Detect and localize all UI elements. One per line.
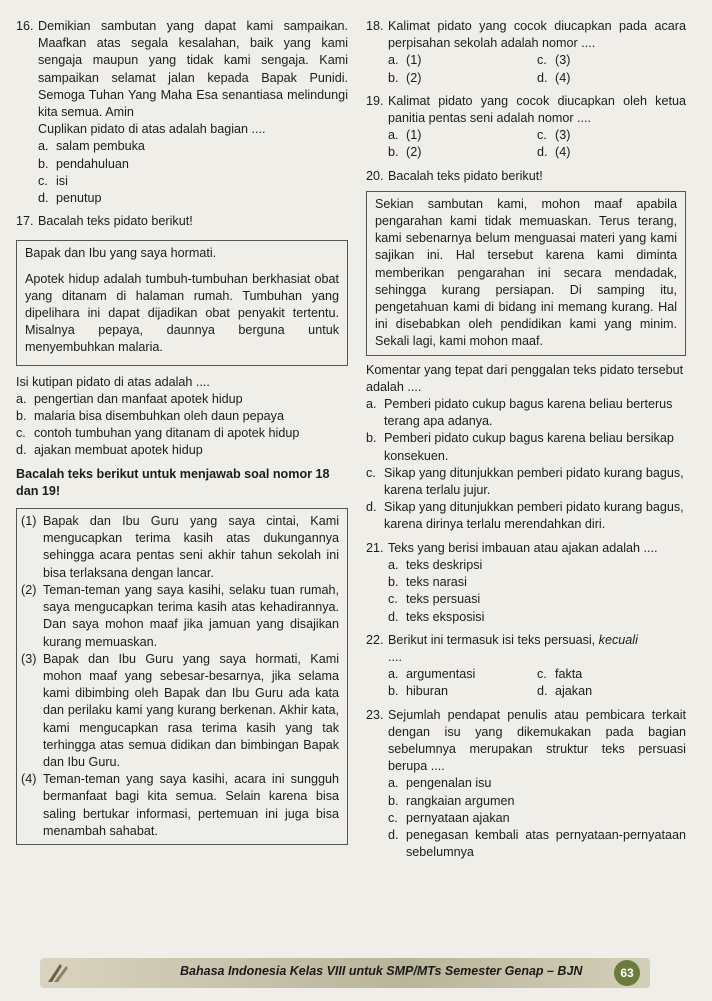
option-c[interactable]: c. isi — [38, 173, 68, 188]
option-d[interactable]: d. teks eksposisi — [388, 609, 485, 624]
option-a[interactable]: a. (1) — [388, 53, 422, 68]
option-c[interactable]: c. (3) — [537, 53, 571, 68]
option-a[interactable]: a. Pemberi pidato cukup bagus karena beliau berterus terang apa adanya. — [366, 397, 673, 429]
passage-item: (1) Bapak dan Ibu Guru yang saya cintai, Kami mengucapkan terima kasih atas dukungannya sehingga acara pentas seni akhir tahun sekolah ini bisa terlaksana dengan lancar. — [21, 514, 339, 580]
right-column — [366, 18, 686, 861]
passage-box — [16, 508, 348, 845]
option-b[interactable]: b. (2) — [388, 70, 422, 85]
question-text: Bacalah teks pidato berikut! — [38, 214, 193, 229]
passage-item: (4) Teman-teman yang saya kasihi, acara ini sungguh bermanfaat bagi kita semua. Selain karena bisa saling bertukar informasi, pertemuan ini juga bisa menambah sahabat. — [21, 772, 339, 838]
option-a[interactable]: a. pengenalan isu — [388, 776, 492, 791]
left-column — [16, 18, 348, 851]
option-a[interactable]: a. argumentasi — [388, 667, 476, 682]
question-prompt: Komentar yang tepat dari penggalan teks pidato tersebut adalah .... — [366, 362, 684, 394]
question-prompt: Isi kutipan pidato di atas adalah .... — [16, 374, 210, 389]
option-a[interactable]: a. teks deskripsi — [388, 557, 483, 572]
option-c[interactable]: c. contoh tumbuhan yang ditanam di apotek hidup — [16, 426, 300, 441]
question-prompt: Cuplikan pidato di atas adalah bagian .... — [38, 122, 266, 137]
question-number: 22. — [366, 632, 384, 647]
option-b[interactable]: b. (2) — [388, 145, 422, 160]
option-d[interactable]: d. (4) — [537, 70, 571, 85]
question-number: 16. — [16, 19, 34, 33]
question-text: Bacalah teks pidato berikut! — [388, 168, 543, 183]
question-text: Kalimat pidato yang cocok diucapkan pada acara perpisahan sekolah adalah nomor .... — [388, 19, 686, 51]
option-c[interactable]: c. teks persuasi — [388, 592, 481, 607]
book-decoration-icon — [46, 962, 76, 984]
question-text: Kalimat pidato yang cocok diucapkan oleh ketua panitia pentas seni adalah nomor .... — [388, 93, 686, 126]
option-b[interactable]: b. malaria bisa disembuhkan oleh daun pepaya — [16, 409, 284, 424]
question-18 — [366, 18, 686, 87]
option-b[interactable]: b. teks narasi — [388, 575, 467, 590]
question-19 — [366, 93, 686, 162]
question-17 — [16, 213, 348, 230]
option-d[interactable]: d. penegasan kembali atas pernyataan-pernyataan sebelumnya — [388, 827, 686, 860]
excerpt-body: Apotek hidup adalah tumbuh-tumbuhan berkhasiat obat yang ditanam di halaman rumah. Tumbuhan yang dipelihara ini dapat dijadikan obat penyakit tertentu. Misalnya pepaya, daunnya berguna untuk menyembuhkan malaria. — [25, 271, 339, 355]
option-d[interactable]: d. penutup — [38, 191, 102, 206]
question-text: Sejumlah pendapat penulis atau pembicara terkait dengan isu yang dikemukakan pada bagian sebelumnya merupakan struktur teks persuasi berupa .... — [388, 707, 686, 774]
question-text: Berikut ini termasuk isi teks persuasi, kecuali .... — [388, 632, 638, 664]
question-number: 21. — [366, 540, 384, 555]
speech-excerpt-box: Sekian sambutan kami, mohon maaf apabila pengarahan kami tidak memuaskan. Terus terang, kami sebenarnya belum menguasai materi yang kami sajikan ini. Hal tersebut karena kami diminta memberikan pengarahan ini secara mendadak, sehingga kurang persiapan. Di samping itu, pengetahuan kami di bidang ini memang kurang. Hal ini disebabkan oleh pendidikan kami yang minim. Sekali lagi, kami mohon maaf. — [366, 191, 686, 356]
option-a[interactable]: a. (1) — [388, 128, 422, 143]
option-b[interactable]: b. rangkaian argumen — [388, 793, 515, 808]
page-number: 63 — [614, 960, 640, 986]
question-number: 18. — [366, 19, 384, 33]
option-d[interactable]: d. (4) — [537, 145, 571, 160]
question-number: 19. — [366, 93, 384, 108]
question-text: Demikian sambutan yang dapat kami sampaikan. Maafkan atas segala kesalahan, baik yang kami sengaja maupun yang tidak kami sengaja. Kami sampaikan selamat jalan kepada Bapak Punidi. Semoga Tuhan Yang Maha Esa senantiasa melindungi kita semua. Amin — [38, 19, 348, 120]
question-number: 20. — [366, 168, 384, 183]
question-22 — [366, 632, 686, 701]
speech-excerpt-box — [16, 240, 348, 365]
passage-item: (3) Bapak dan Ibu Guru yang saya hormati, Kami mohon maaf yang sebesar-besarnya, jika selama kami dibimbing oleh Bapak dan Ibu Guru ada kata dan perilaku kami yang kurang berkenan. Akhir kata, kami mengucapkan rasa terima kasih yang tak terhingga atas semua didikan dan bimbingan Bapak dan Ibu Guru. — [21, 651, 339, 769]
question-number: 17. — [16, 214, 34, 229]
option-b[interactable]: b. hiburan — [388, 684, 449, 699]
question-text: Teks yang berisi imbauan atau ajakan adalah .... — [388, 540, 658, 555]
option-a[interactable]: a. salam pembuka — [38, 139, 145, 154]
footer-title: Bahasa Indonesia Kelas VIII untuk SMP/MTs Semester Genap – BJN — [180, 964, 583, 978]
option-c[interactable]: c. Sikap yang ditunjukkan pemberi pidato kurang bagus, karena terlalu jujur. — [366, 465, 684, 498]
option-a[interactable]: a. pengertian dan manfaat apotek hidup — [16, 391, 243, 406]
question-20 — [366, 168, 686, 185]
passage-item: (2) Teman-teman yang saya kasihi, selaku tuan rumah, saya mengucapkan terima kasih atas kehadirannya. Dan saya mohon maaf jika jamuan yang disajikan kurang memuaskan. — [21, 582, 339, 649]
option-b[interactable]: b. Pemberi pidato cukup bagus karena beliau bersikap konsekuen. — [366, 431, 674, 463]
option-b[interactable]: b. pendahuluan — [38, 156, 129, 171]
question-number: 23. — [366, 707, 384, 722]
option-d[interactable]: d. Sikap yang ditunjukkan pemberi pidato kurang bagus, karena dirinya terlalu merendahkan diri. — [366, 500, 684, 532]
option-d[interactable]: d. ajakan — [537, 684, 593, 699]
question-23 — [366, 707, 686, 862]
excerpt-greeting: Bapak dan Ibu yang saya hormati. — [25, 246, 217, 261]
instruction-heading: Bacalah teks berikut untuk menjawab soal nomor 18 dan 19! — [16, 466, 330, 498]
option-c[interactable]: c. fakta — [537, 667, 583, 682]
option-c[interactable]: c. pernyataan ajakan — [388, 810, 510, 825]
question-16 — [16, 18, 348, 207]
option-d[interactable]: d. ajakan membuat apotek hidup — [16, 443, 203, 458]
page-footer — [40, 958, 650, 988]
question-21 — [366, 540, 686, 626]
option-c[interactable]: c. (3) — [537, 128, 571, 143]
